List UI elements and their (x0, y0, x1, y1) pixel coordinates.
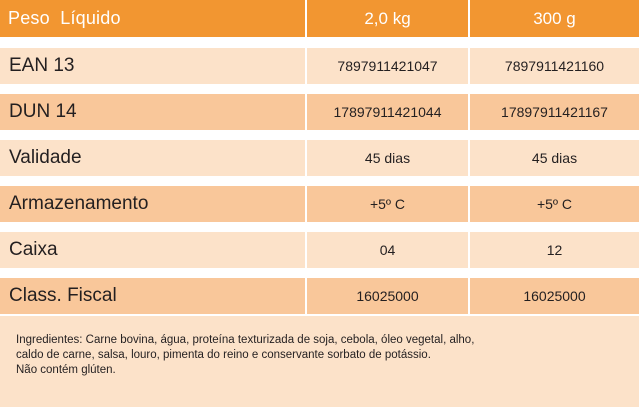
row-label: Armazenamento (0, 186, 305, 222)
row-label: Validade (0, 140, 305, 176)
table-row-validade (0, 140, 639, 176)
row-value-300g: 12 (470, 232, 639, 268)
table-row-class-fiscal (0, 278, 639, 314)
row-value-2kg: 16025000 (307, 278, 468, 314)
row-value-2kg: 04 (307, 232, 468, 268)
row-value-2kg: +5º C (307, 186, 468, 222)
header-label-text: Peso Líquido (8, 8, 121, 28)
row-value-300g: 7897911421160 (470, 48, 639, 84)
ingredients-box (0, 316, 639, 407)
table-row-armazenamento (0, 186, 639, 222)
ingredients-line-3: Não contém glúten. (16, 364, 116, 376)
header-col-300g: 300 g (470, 0, 639, 37)
table-row-caixa (0, 232, 639, 268)
row-value-300g: +5º C (470, 186, 639, 222)
row-label: Class. Fiscal (0, 278, 305, 314)
table-row-ean13 (0, 48, 639, 84)
ingredients-line-1: Ingredientes: Carne bovina, água, proteína texturizada de soja, cebola, óleo vegetal, alho, (16, 334, 475, 346)
row-value-300g: 45 dias (470, 140, 639, 176)
row-value-2kg: 45 dias (307, 140, 468, 176)
row-label: Caixa (0, 232, 305, 268)
table-header-row (0, 0, 639, 37)
row-label: DUN 14 (0, 94, 305, 130)
ingredients-line-2: caldo de carne, salsa, louro, pimenta do reino e conservante sorbato de potássio. (16, 349, 431, 361)
row-label: EAN 13 (0, 48, 305, 84)
table-row-dun14 (0, 94, 639, 130)
row-value-300g: 17897911421167 (470, 94, 639, 130)
row-value-2kg: 17897911421044 (307, 94, 468, 130)
header-col-2kg: 2,0 kg (307, 0, 468, 37)
header-label-net-weight (0, 0, 305, 37)
row-value-300g: 16025000 (470, 278, 639, 314)
row-value-2kg: 7897911421047 (307, 48, 468, 84)
